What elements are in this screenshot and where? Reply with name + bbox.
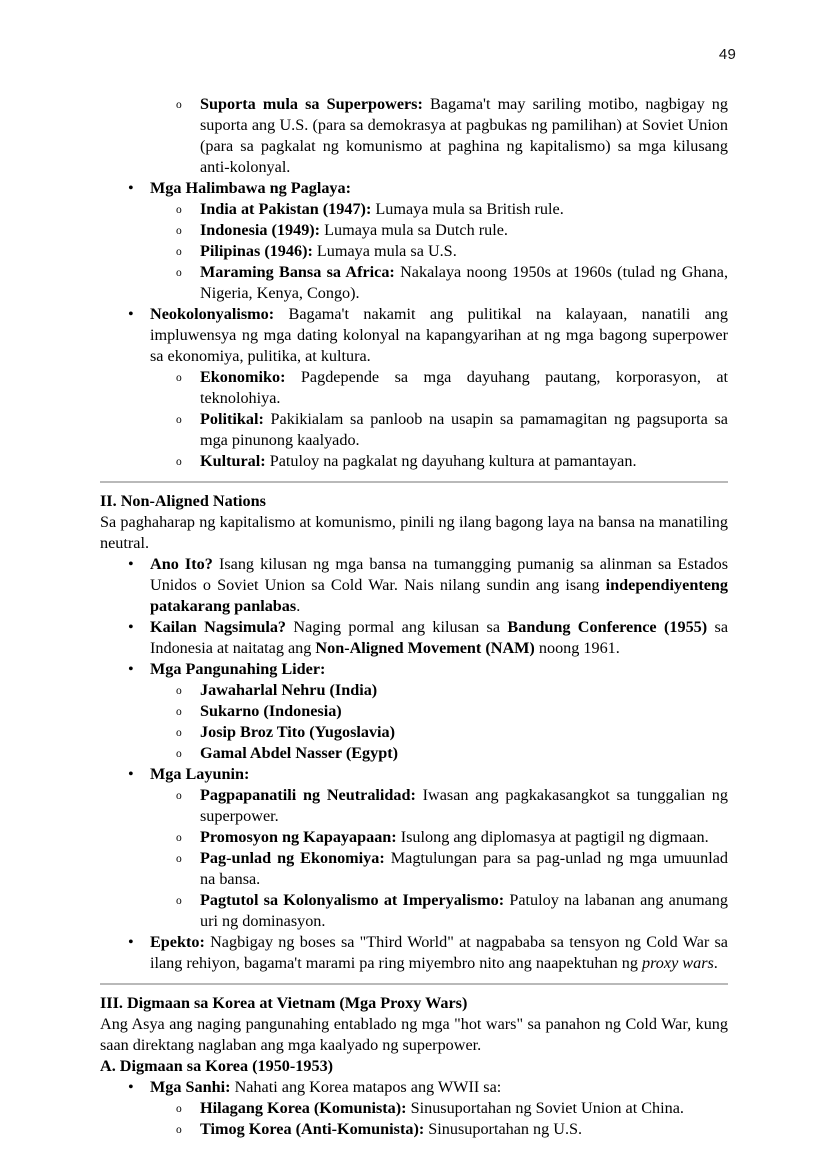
term-label: Timog Korea (Anti-Komunista): [200,1120,425,1138]
term-label: Maraming Bansa sa Africa: [200,263,395,281]
circle-bullet-icon: o [176,372,182,384]
list-item [150,409,728,451]
term-text: Sinusuportahan ng U.S. [424,1120,583,1138]
term-text: Iwasan ang pagkakasangkot sa tunggalian ng superpower. [200,786,728,825]
list-item [150,890,728,932]
term-label: Mga Layunin: [150,765,250,783]
list-item [150,220,728,241]
list-item [100,1077,728,1140]
circle-bullet-icon: o [176,832,182,844]
sublist-sanhi [150,1098,728,1140]
term-text: Nahati ang Korea matapos ang WWII sa: [230,1078,502,1096]
term-label: Josip Broz Tito (Yugoslavia) [200,723,396,741]
term-label: Ano Ito? [150,555,213,573]
term-text: Sinusuportahan ng Soviet Union at China. [406,1099,684,1117]
circle-bullet-icon: o [176,895,182,907]
circle-bullet-icon: o [176,99,182,111]
emphasis-text: Bandung Conference (1955) [507,618,708,636]
circle-bullet-icon: o [176,414,182,426]
term-text: Isang kilusan ng mga bansa na tumangging pumanig sa alinman sa Estados Unidos o Soviet Union sa Cold War. Nais nilang sundin ang isang [150,555,728,594]
term-text: Naging pormal ang kilusan sa [286,618,508,636]
list-item [150,241,728,262]
term-label: Promosyon ng Kapayapaan: [200,828,397,846]
list-suporta [150,94,728,178]
italic-text: proxy wars [642,954,714,972]
list-item [150,827,728,848]
term-label: Mga Pangunahing Lider: [150,660,326,678]
list-halimbawa [100,178,728,304]
term-label: Kailan Nagsimula? [150,618,287,636]
circle-bullet-icon: o [176,246,182,258]
term-label: Mga Sanhi: [150,1078,231,1096]
circle-bullet-icon: o [176,1124,182,1136]
circle-bullet-icon: o [176,748,182,760]
list-item [150,199,728,220]
spacer [100,974,728,983]
term-label: Hilagang Korea (Komunista): [200,1099,407,1117]
term-label: Suporta mula sa Superpowers: [200,95,423,113]
list-item [150,743,728,764]
circle-bullet-icon: o [176,853,182,865]
term-label: Gamal Abdel Nasser (Egypt) [200,744,399,762]
circle-bullet-icon: o [176,204,182,216]
emphasis-text: Non-Aligned Movement (NAM) [315,639,535,657]
circle-bullet-icon: o [176,1103,182,1115]
term-text: Lumaya mula sa British rule. [371,200,564,218]
term-label: Ekonomiko: [200,368,286,386]
circle-bullet-icon: o [176,456,182,468]
circle-bullet-icon: o [176,225,182,237]
circle-bullet-icon: o [176,706,182,718]
disc-bullet-icon: • [128,765,134,783]
term-label: Jawaharlal Nehru (India) [200,681,378,699]
sublist-leaders [150,680,728,764]
term-text: Nagbigay ng boses sa "Third World" at nagpababa sa tensyon ng Cold War sa ilang rehiyon, bagama't marami pa ring miyembro nito ang naapektuhan ng [150,933,728,972]
term-label: Pagpapanatili ng Neutralidad: [200,786,416,804]
section-heading-2: II. Non-Aligned Nations [100,492,266,510]
term-text: . [713,954,718,972]
list-item [150,785,728,827]
spacer [100,472,728,481]
term-label: Kultural: [200,452,266,470]
term-label: Neokolonyalismo: [150,305,275,323]
list-item [150,848,728,890]
list-item [100,178,728,304]
disc-bullet-icon: • [128,555,134,573]
circle-bullet-icon: o [176,685,182,697]
list-item [150,1119,728,1140]
disc-bullet-icon: • [128,933,134,951]
list-item [100,659,728,764]
term-text: Lumaya mula sa U.S. [312,242,457,260]
term-label: Sukarno (Indonesia) [200,702,342,720]
term-text: Patuloy na pagkalat ng dayuhang kultura at pamantayan. [265,452,637,470]
disc-bullet-icon: • [128,305,134,323]
term-label: India at Pakistan (1947): [200,200,372,218]
term-text: Magtulungan para sa pag-unlad ng mga umuunlad na bansa. [200,849,728,888]
list-sanhi [100,1077,728,1140]
disc-bullet-icon: • [128,660,134,678]
term-label: Indonesia (1949): [200,221,321,239]
term-text: Pagdepende sa mga dayuhang pautang, korporasyon, at teknolohiya. [200,368,728,407]
section-2-intro: Sa paghaharap ng kapitalismo at komunismo, pinili ng ilang bagong laya na bansa na manatiling neutral. [100,513,728,552]
term-label: Mga Halimbawa ng Paglaya: [150,179,351,197]
term-text: . [296,597,301,615]
sublist-neokolonyalismo [150,367,728,472]
list-item [150,680,728,701]
term-text: sa Indonesia at naitatag ang [150,618,729,657]
term-label: Politikal: [200,410,264,428]
list-item [100,304,728,472]
list-section-2 [100,554,728,974]
spacer [100,483,728,491]
term-text: Isulong ang diplomasya at pagtigil ng digmaan. [396,828,709,846]
term-text: noong 1961. [534,639,620,657]
document-body [100,94,728,1140]
page-number: 49 [718,46,736,63]
disc-bullet-icon: • [128,1078,134,1096]
list-item [100,764,728,932]
disc-bullet-icon: • [128,179,134,197]
term-text: Patuloy na labanan ang anumang uri ng dominasyon. [200,891,728,930]
sublist-halimbawa [150,199,728,304]
spacer [100,985,728,993]
section-3-intro: Ang Asya ang naging pangunahing entablado ng mga "hot wars" sa panahon ng Cold War, kung saan direktang naglaban ang mga kaalyado ng superpower. [100,1015,728,1054]
list-item [150,262,728,304]
list-item [150,94,728,178]
term-label: Pagtutol sa Kolonyalismo at Imperyalismo: [200,891,505,909]
circle-bullet-icon: o [176,790,182,802]
emphasis-text: independiyenteng patakarang panlabas [150,576,728,615]
list-neokolonyalismo [100,304,728,472]
section-heading-3: III. Digmaan sa Korea at Vietnam (Mga Proxy Wars) [100,994,468,1012]
list-item [100,617,728,659]
list-item [100,554,728,617]
circle-bullet-icon: o [176,267,182,279]
sublist-layunin [150,785,728,932]
list-item [150,722,728,743]
term-text: Bagama't may sariling motibo, nagbigay ng suporta ang U.S. (para sa demokrasya at pagbukas ng pamilihan) at Soviet Union (para sa pagkalat ng komunismo at paghina ng kapitalismo) sa mga kilusang anti-kolonyal. [200,95,728,176]
term-label: Pilipinas (1946): [200,242,313,260]
term-text: Bagama't nakamit ang pulitikal na kalayaan, nanatili ang impluwensya ng mga dating kolonyal na kapangyarihan at ng mga bagong superpower sa ekonomiya, pulitika, at kultura. [150,305,728,365]
term-label: Epekto: [150,933,205,951]
term-text: Pakikialam sa panloob na usapin sa pamamagitan ng pagsuporta sa mga pinunong kaalyado. [200,410,728,449]
term-text: Lumaya mula sa Dutch rule. [320,221,508,239]
subsection-heading-a: A. Digmaan sa Korea (1950-1953) [100,1057,334,1075]
list-item [150,1098,728,1119]
list-item [150,367,728,409]
list-item [150,701,728,722]
disc-bullet-icon: • [128,618,134,636]
list-item [150,451,728,472]
list-item [100,932,728,974]
term-text: Nakalaya noong 1950s at 1960s (tulad ng Ghana, Nigeria, Kenya, Congo). [200,263,728,302]
term-label: Pag-unlad ng Ekonomiya: [200,849,385,867]
circle-bullet-icon: o [176,727,182,739]
